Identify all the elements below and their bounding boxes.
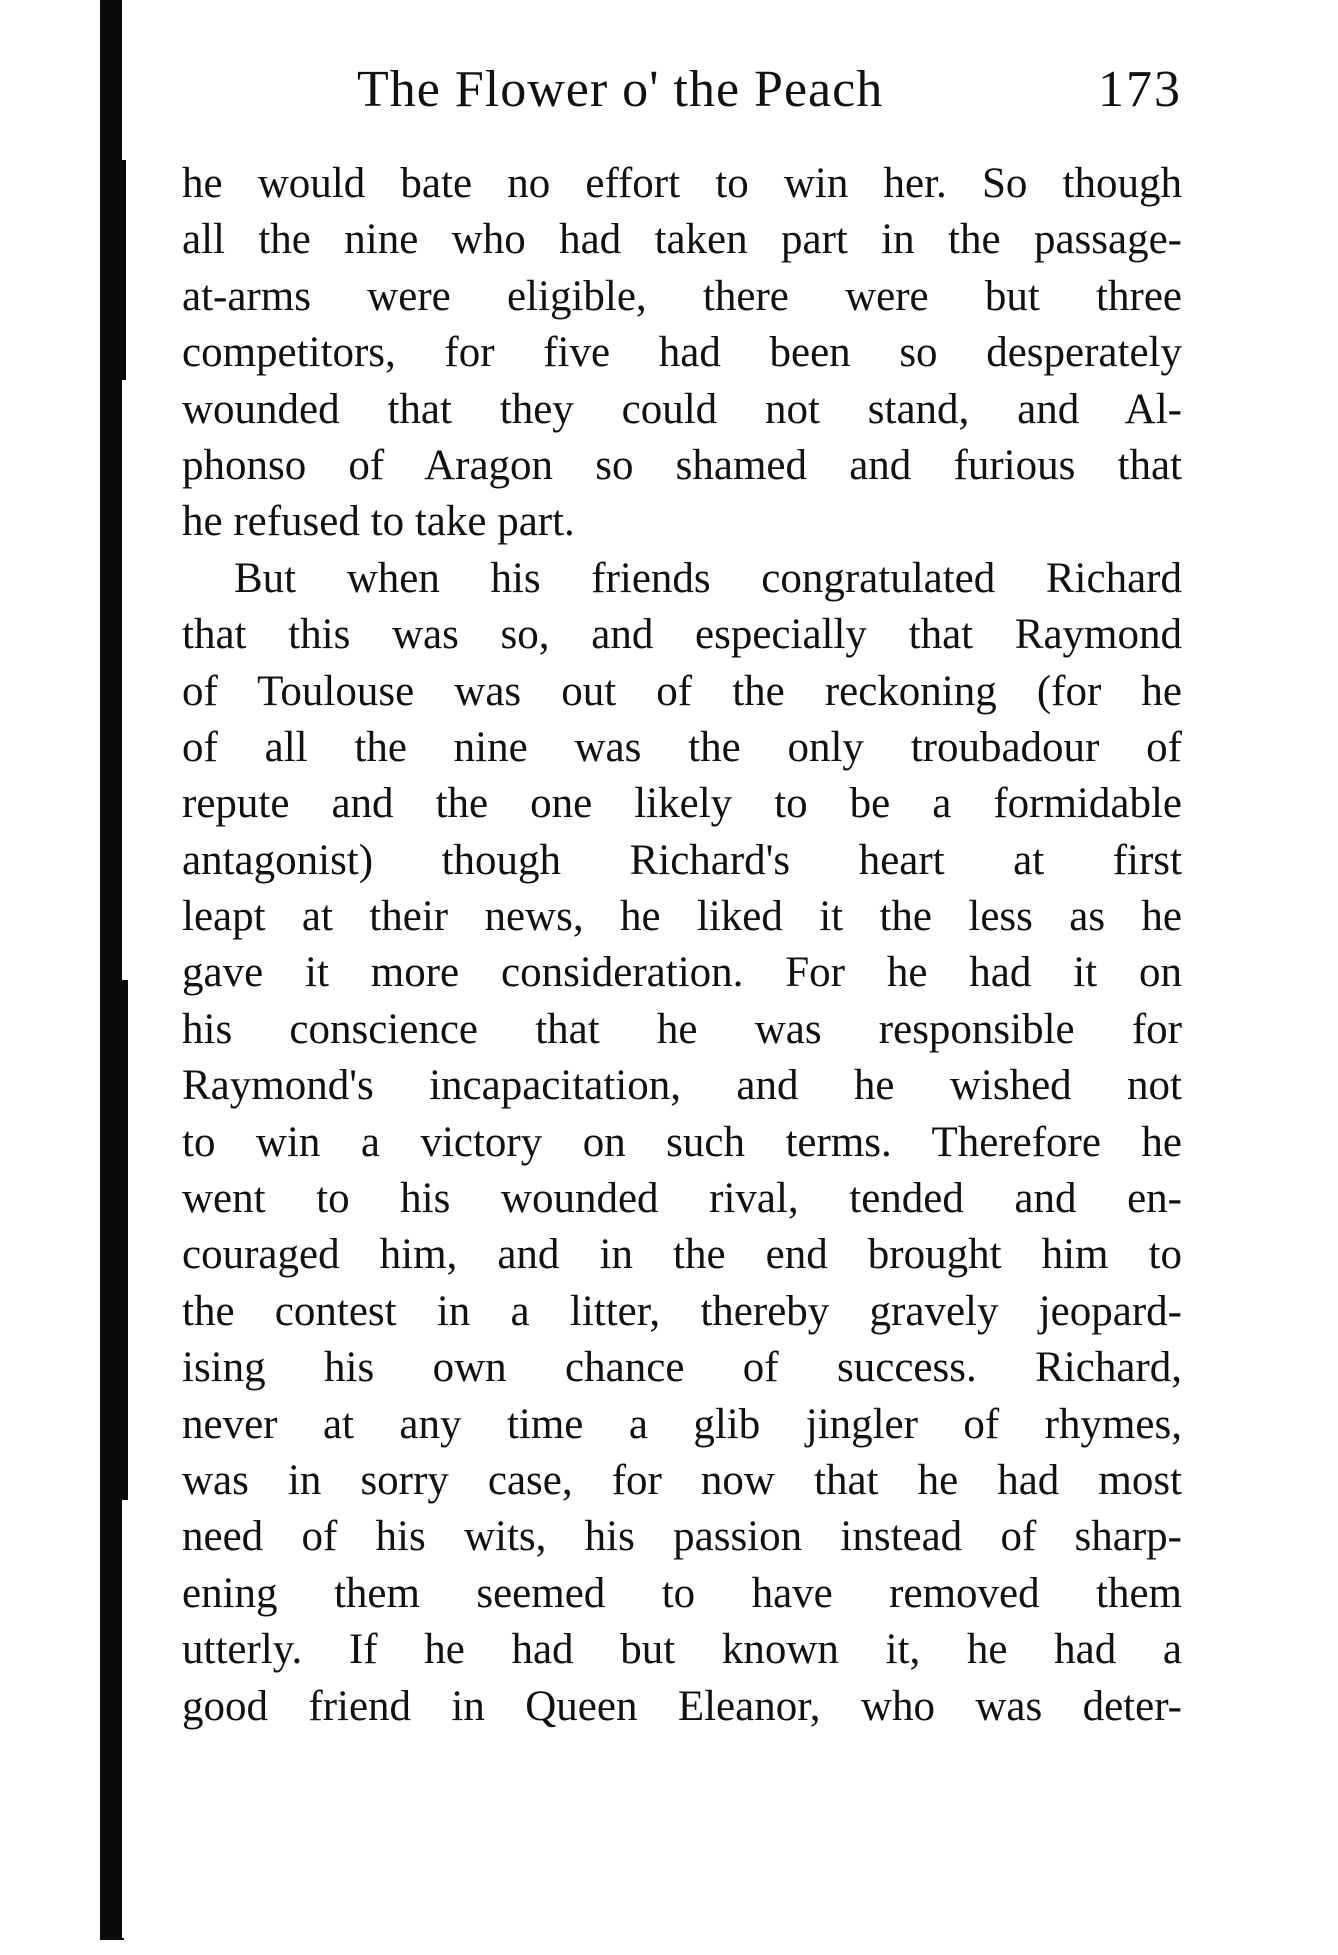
- scan-binding-shadow-notch: [120, 980, 128, 1500]
- text-line: good friend in Queen Eleanor, who was deter-: [182, 1682, 1182, 1730]
- text-line: utterly. If he had but known it, he had a: [182, 1626, 1182, 1674]
- text-line: repute and the one likely to be a formidable: [182, 780, 1182, 828]
- text-line: his conscience that he was responsible for: [182, 1005, 1182, 1053]
- text-line: competitors, for five had been so desperately: [182, 329, 1182, 377]
- text-line: need of his wits, his passion instead of sharp-: [182, 1513, 1182, 1561]
- scan-binding-shadow-foot: [100, 1938, 124, 1940]
- text-line: was in sorry case, for now that he had most: [182, 1456, 1182, 1504]
- text-line: But when his friends congratulated Richard: [234, 554, 1182, 602]
- text-line: phonso of Aragon so shamed and furious that: [182, 441, 1182, 489]
- text-line: ising his own chance of success. Richard,: [182, 1344, 1182, 1392]
- running-head: [182, 50, 1182, 130]
- text-line: he refused to take part.: [182, 498, 575, 546]
- body-text: [182, 156, 1182, 1735]
- text-line: went to his wounded rival, tended and en-: [182, 1175, 1182, 1223]
- text-line: to win a victory on such terms. Therefore he: [182, 1118, 1182, 1166]
- text-line: that this was so, and especially that Raymond: [182, 611, 1182, 659]
- text-line: he would bate no effort to win her. So though: [182, 160, 1182, 207]
- scan-binding-shadow: [100, 0, 122, 1940]
- text-line: all the nine who had taken part in the passage-: [182, 216, 1182, 264]
- text-line: of Toulouse was out of the reckoning (for he: [182, 667, 1182, 715]
- paragraph-1: [182, 156, 1182, 551]
- text-line: ening them seemed to have removed them: [182, 1569, 1182, 1617]
- text-line: of all the nine was the only troubadour of: [182, 723, 1182, 771]
- text-line: at-arms were eligible, there were but three: [182, 272, 1182, 320]
- running-title: The Flower o' the Peach: [357, 61, 884, 118]
- text-line: gave it more consideration. For he had it on: [182, 949, 1182, 997]
- text-line: leapt at their news, he liked it the less as he: [182, 893, 1182, 941]
- text-line: Raymond's incapacitation, and he wished not: [182, 1062, 1182, 1110]
- text-line: antagonist) though Richard's heart at first: [182, 836, 1182, 884]
- paragraph-2: [182, 551, 1182, 1735]
- page-number: 173: [1098, 61, 1182, 118]
- text-line: couraged him, and in the end brought him to: [182, 1231, 1182, 1279]
- text-line: wounded that they could not stand, and Al-: [182, 385, 1182, 433]
- scan-binding-shadow-notch: [120, 160, 126, 380]
- text-line: never at any time a glib jingler of rhymes,: [182, 1400, 1182, 1448]
- book-page: [182, 50, 1182, 1735]
- text-line: the contest in a litter, thereby gravely jeopard-: [182, 1287, 1182, 1335]
